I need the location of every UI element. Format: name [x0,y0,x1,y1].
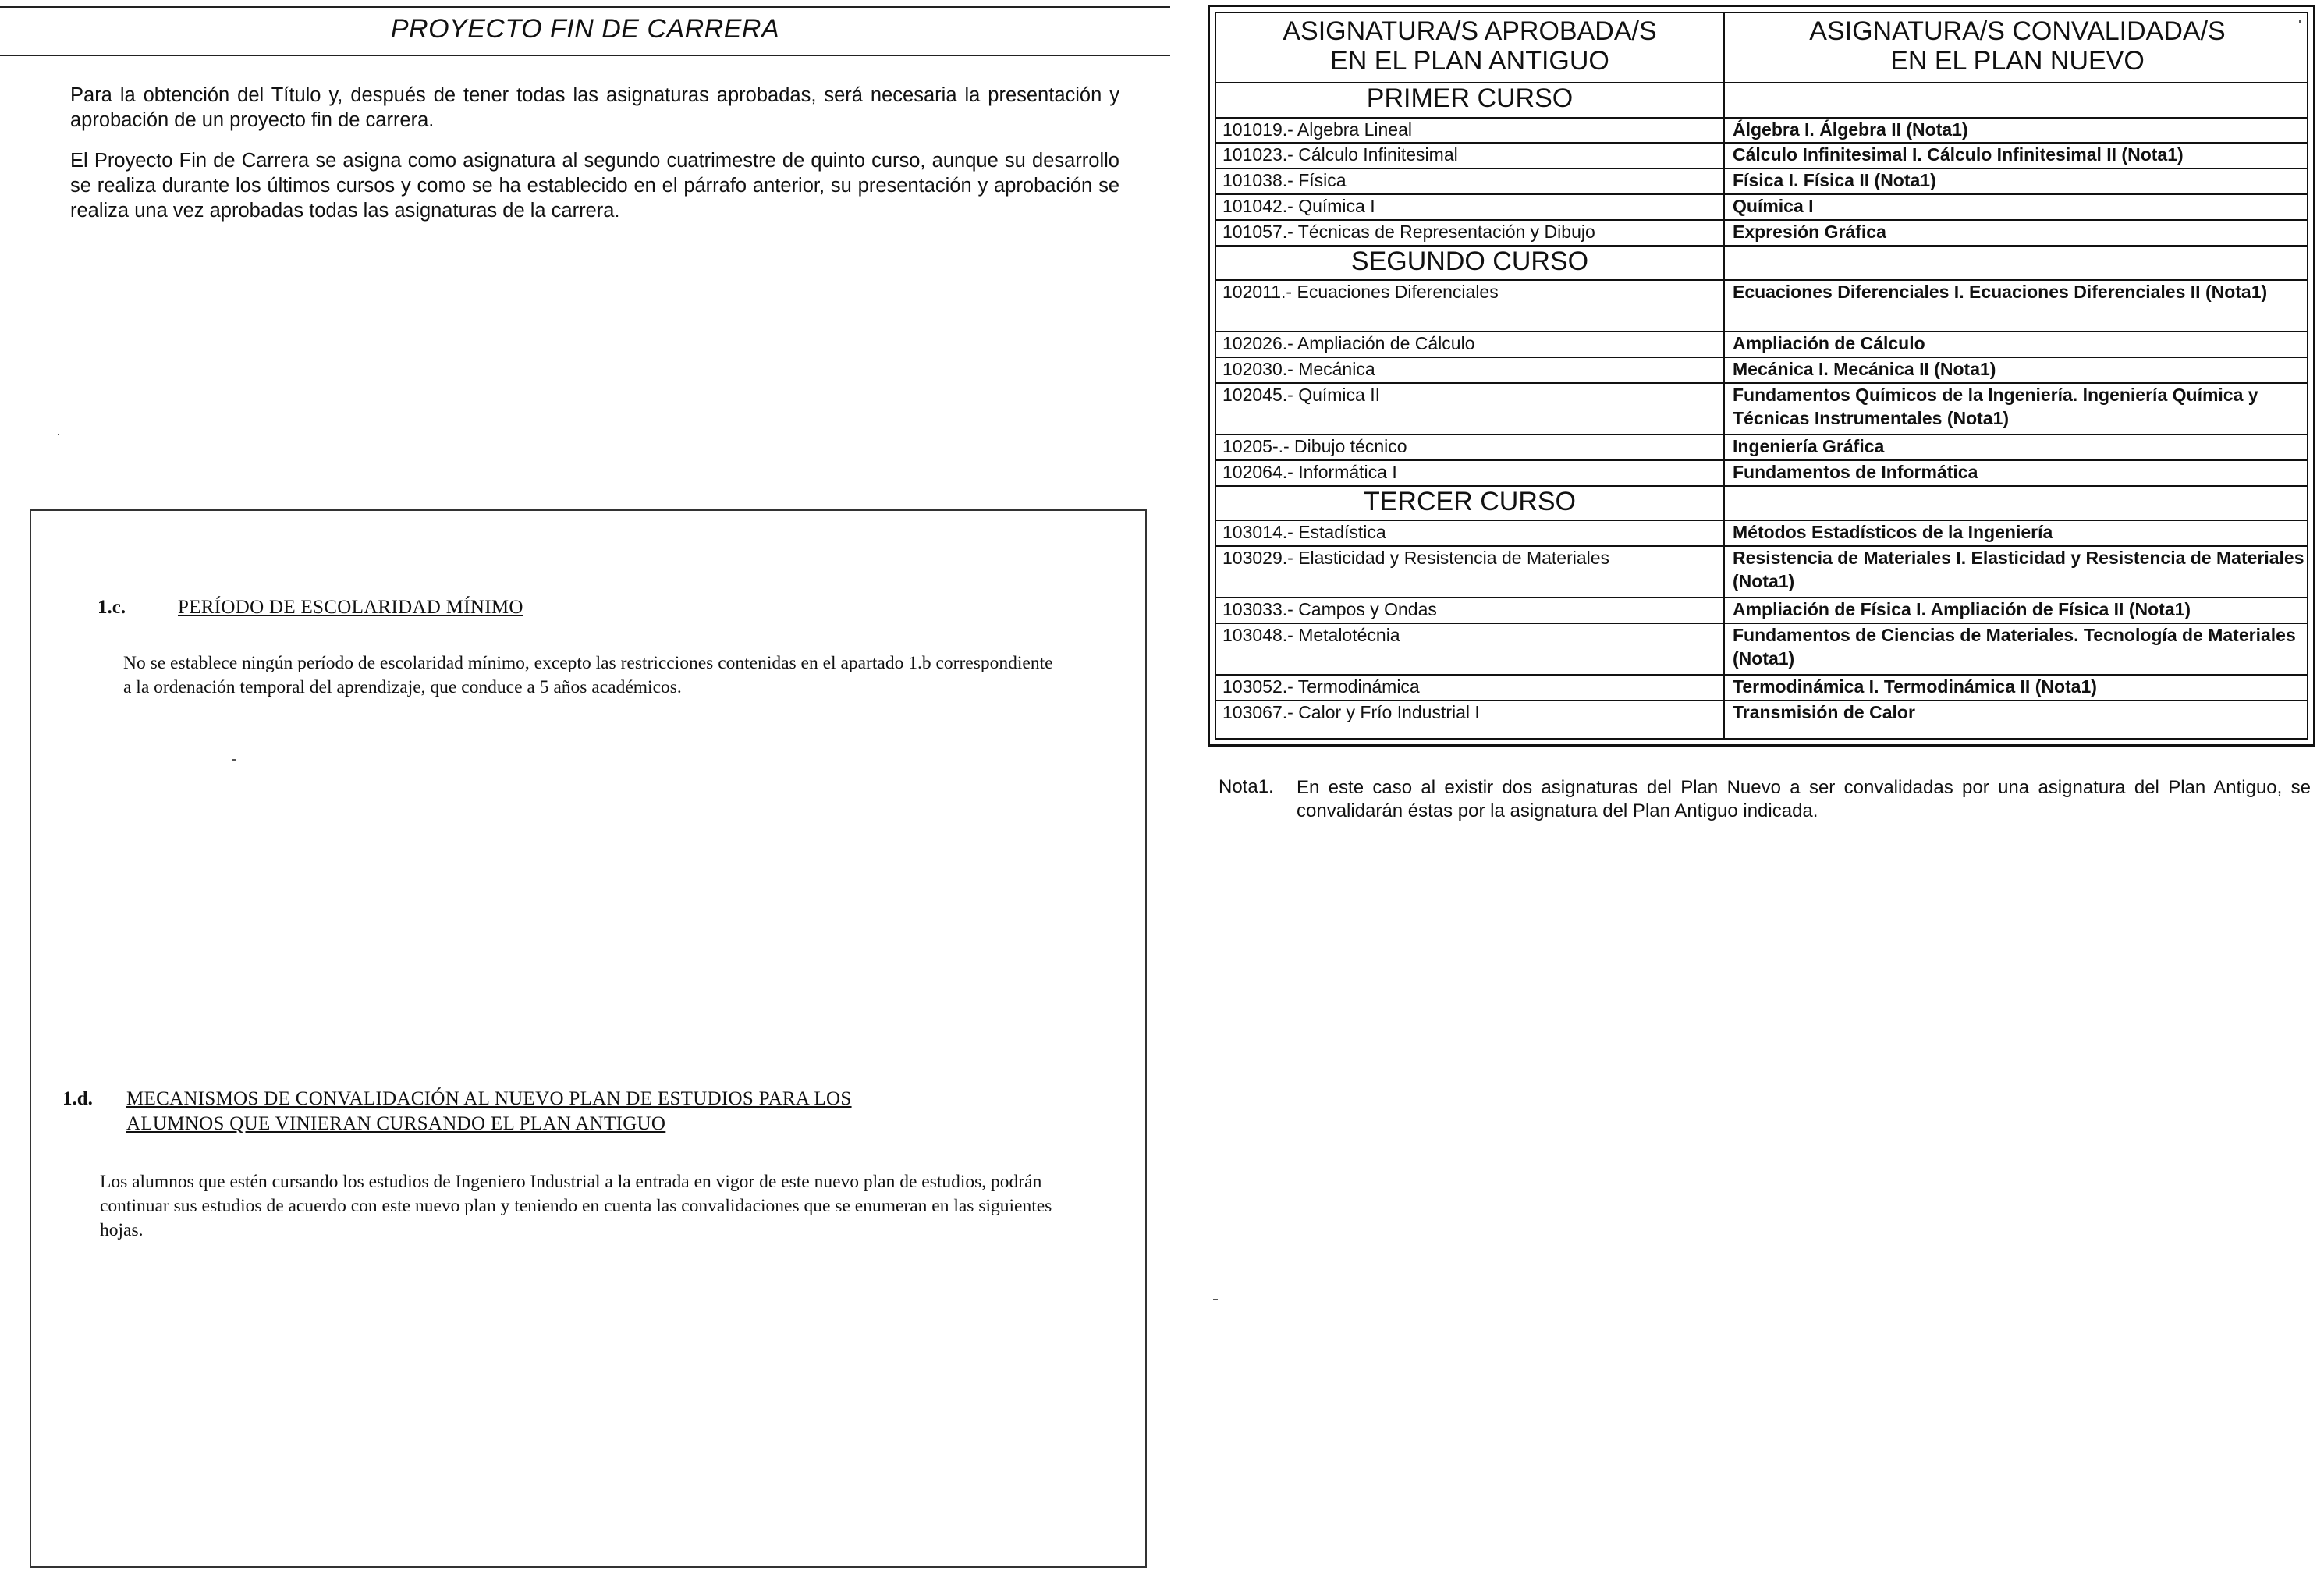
convalidation-table [1208,5,2315,747]
table-cell-new: Métodos Estadísticos de la Ingeniería [1733,522,2053,542]
curso-primer: PRIMER CURSO [1366,83,1574,113]
header-old-line1: ASIGNATURA/S APROBADA/S [1283,16,1657,46]
table-cell-old: 101057.- Técnicas de Representación y Dibujo [1222,222,1595,242]
table-cell-old: 102011.- Ecuaciones Diferenciales [1222,282,1499,302]
header-new-line2: EN EL PLAN NUEVO [1890,46,2145,76]
table-cell-old: 102045.- Química II [1222,385,1380,405]
section-d-number: 1.d. [62,1088,93,1109]
table-cell-new: Transmisión de Calor [1733,702,1915,722]
table-cell-old: 103048.- Metalotécnia [1222,625,1400,645]
table-cell-old: 103033.- Campos y Ondas [1222,599,1437,619]
section-d-title-line2: ALUMNOS QUE VINIERAN CURSANDO EL PLAN ANTIGUO [126,1113,666,1134]
section-d-title-line1: MECANISMOS DE CONVALIDACIÓN AL NUEVO PLAN DE ESTUDIOS PARA LOS [126,1088,852,1109]
table-cell-old: 102064.- Informática I [1222,462,1397,482]
table-cell-new: Química I [1733,196,1814,216]
table-cell-new: Álgebra I. Álgebra II (Nota1) [1733,119,1968,140]
table-cell-old: 101038.- Física [1222,170,1347,190]
table-cell-new: Termodinámica I. Termodinámica II (Nota1) [1733,676,2097,697]
table-cell-new: Física I. Física II (Nota1) [1733,170,1936,190]
nota-text: En este caso al existir dos asignaturas del Plan Nuevo a ser convalidadas por una asignatura del Plan Antiguo, se convalidarán éstas por la asignatura del Plan Antiguo indicada. [1297,777,2311,821]
section-d-text: Los alumnos que estén cursando los estudios de Ingeniero Industrial a la entrada en vigor de este nuevo plan de estudios, podrán continuar sus estudios de acuerdo con este nuevo plan y teniendo en cuenta las convalidaciones que se enumeran en las siguientes hojas. [100,1172,1052,1240]
title-rule [0,55,1170,56]
table-cell-new: Ampliación de Cálculo [1733,333,1925,353]
table-cell-old: 102030.- Mecánica [1222,359,1375,379]
table-cell-old: 103029.- Elasticidad y Resistencia de Materiales [1222,548,1610,568]
scan-speck [2299,20,2301,23]
table-cell-new: Mecánica I. Mecánica II (Nota1) [1733,359,1996,379]
table-inner-frame [1215,12,2308,740]
top-rule [0,6,1170,8]
table-cell-new: Fundamentos de Ciencias de Materiales. Tecnología de Materiales (Nota1) [1733,625,2296,669]
section-c-text: No se establece ningún período de escolaridad mínimo, excepto las restricciones contenidas en el apartado 1.b correspondiente a la ordenación temporal del aprendizaje, que conduce a 5 años académicos. [123,653,1053,697]
paragraph-2: El Proyecto Fin de Carrera se asigna como asignatura al segundo cuatrimestre de quinto curso, aunque su desarrollo se realiza durante los últimos cursos y como se ha establecido en el párrafo anterior, su presentación y aprobación se realiza una vez aprobadas todas las asignaturas de la carrera. [70,150,1119,222]
table-cell-old: 101019.- Algebra Lineal [1222,119,1412,140]
paragraph-1: Para la obtención del Título y, después de tener todas las asignaturas aprobadas, será necesaria la presentación y aprobación de un proyecto fin de carrera. [70,84,1119,131]
table-cell-new: Expresión Gráfica [1733,222,1886,242]
header-old-line2: EN EL PLAN ANTIGUO [1330,46,1609,76]
nota-label: Nota1. [1219,776,1274,797]
scan-speck [232,759,236,761]
table-cell-new: Resistencia de Materiales I. Elasticidad y Resistencia de Materiales (Nota1) [1733,548,2304,591]
table-cell-new: Fundamentos de Informática [1733,462,1978,482]
section-c-title: PERÍODO DE ESCOLARIDAD MÍNIMO [178,597,523,618]
scan-speck [58,434,59,435]
table-cell-old: 103014.- Estadística [1222,522,1386,542]
header-new-line1: ASIGNATURA/S CONVALIDADA/S [1809,16,2226,46]
table-cell-old: 102026.- Ampliación de Cálculo [1222,333,1475,353]
page-title: PROYECTO FIN DE CARRERA [390,14,780,44]
table-cell-old: 101042.- Química I [1222,196,1375,216]
curso-tercer: TERCER CURSO [1363,487,1577,516]
table-cell-old: 103067.- Calor y Frío Industrial I [1222,702,1480,722]
table-cell-old: 10205-.- Dibujo técnico [1222,436,1407,456]
table-cell-new: Ingeniería Gráfica [1733,436,1885,456]
curso-segundo: SEGUNDO CURSO [1350,247,1589,276]
table-cell-new: Ecuaciones Diferenciales I. Ecuaciones Diferenciales II (Nota1) [1733,282,2268,302]
table-cell-new: Cálculo Infinitesimal I. Cálculo Infinitesimal II (Nota1) [1733,144,2184,165]
table-cell-new: Ampliación de Física I. Ampliación de Física II (Nota1) [1733,599,2191,619]
scan-speck [1213,1299,1218,1300]
table-cell-new: Fundamentos Químicos de la Ingeniería. Ingeniería Química y Técnicas Instrumentales (Nota1) [1733,385,2258,428]
section-box [30,509,1147,1568]
column-divider [1723,13,1725,738]
table-cell-old: 103052.- Termodinámica [1222,676,1420,697]
table-cell-old: 101023.- Cálculo Infinitesimal [1222,144,1458,165]
section-c-number: 1.c. [98,597,126,618]
